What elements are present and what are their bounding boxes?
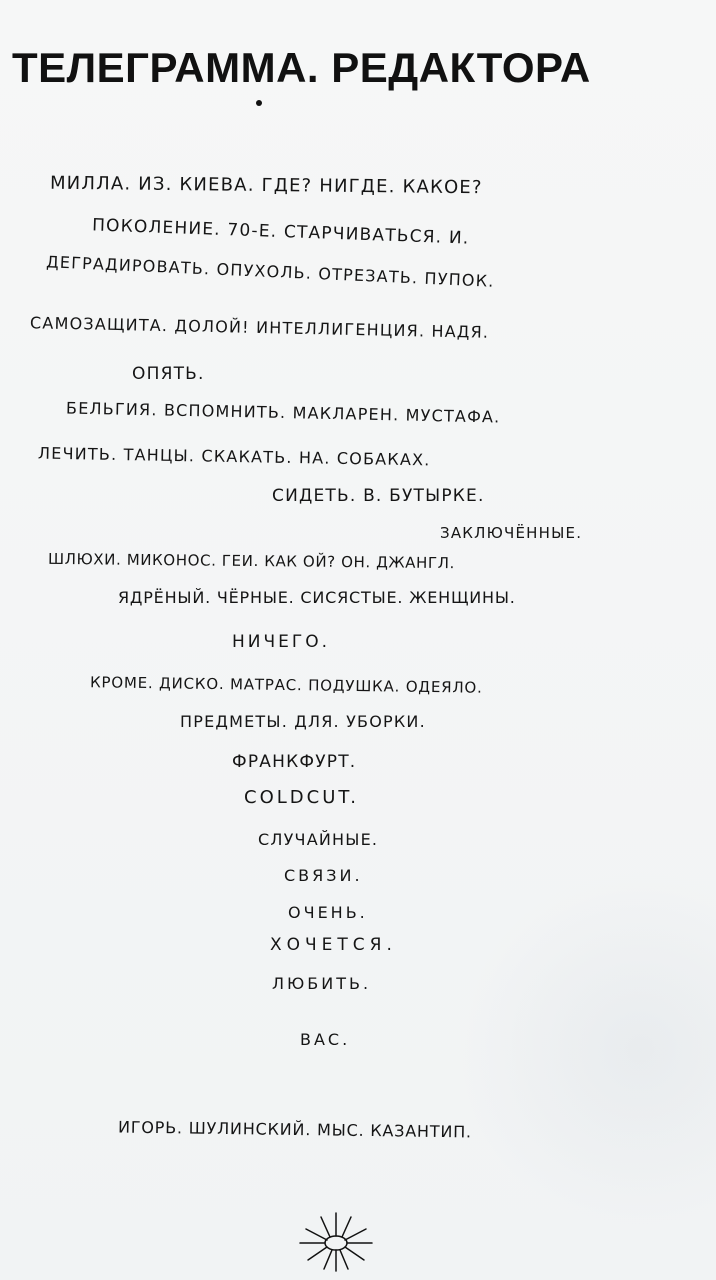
handwritten-line: СИДЕТЬ. В. БУТЫРКЕ.	[272, 486, 485, 506]
handwritten-line: КРОМЕ. ДИСКО. МАТРАС. ПОДУШКА. ОДЕЯЛО.	[89, 673, 483, 697]
handwritten-line: ВАС.	[300, 1030, 351, 1049]
handwritten-line: ОПЯТЬ.	[132, 364, 205, 384]
handwritten-line: ОЧЕНЬ.	[288, 903, 368, 922]
handwritten-line: ЛЕЧИТЬ. ТАНЦЫ. СКАКАТЬ. НА. СОБАКАХ.	[37, 443, 431, 470]
handwritten-line: ПОКОЛЕНИЕ. 70-Е. СТАРЧИВАТЬСЯ. И.	[91, 215, 470, 249]
title-dot	[256, 100, 262, 106]
handwritten-line: ДЕГРАДИРОВАТЬ. ОПУХОЛЬ. ОТРЕЗАТЬ. ПУПОК.	[45, 252, 495, 291]
handwritten-line: СВЯЗИ.	[284, 866, 363, 885]
handwritten-line: САМОЗАЩИТА. ДОЛОЙ! ИНТЕЛЛИГЕНЦИЯ. НАДЯ.	[29, 313, 490, 342]
handwritten-line: ИГОРЬ. ШУЛИНСКИЙ. МЫС. КАЗАНТИП.	[117, 1117, 473, 1142]
handwritten-line: ЗАКЛЮЧЁННЫЕ.	[440, 524, 583, 542]
handwritten-line: ЛЮБИТЬ.	[272, 974, 372, 993]
handwritten-line: ХОЧЕТСЯ.	[270, 935, 397, 955]
handwritten-line: ШЛЮХИ. МИКОНОС. ГЕИ. КАК ОЙ? ОН. ДЖАНГЛ.	[47, 549, 456, 573]
handwritten-line: СЛУЧАЙНЫЕ.	[258, 830, 379, 849]
handwritten-line: НИЧЕГО.	[232, 632, 331, 652]
handwritten-line: ФРАНКФУРТ.	[232, 752, 357, 772]
handwritten-line: БЕЛЬГИЯ. ВСПОМНИТЬ. МАКЛАРЕН. МУСТАФА.	[65, 398, 501, 427]
handwritten-line: ПРЕДМЕТЫ. ДЛЯ. УБОРКИ.	[180, 712, 426, 731]
page-title: ТЕЛЕГРАММА. РЕДАКТОРА	[12, 44, 591, 91]
handwritten-line: COLDCUT.	[244, 787, 359, 808]
handwritten-line: ЯДРЁНЫЙ. ЧЁРНЫЕ. СИСЯСТЫЕ. ЖЕНЩИНЫ.	[118, 588, 516, 607]
sun-doodle-icon	[296, 1205, 376, 1275]
handwritten-line: МИЛЛА. ИЗ. КИЕВА. ГДЕ? НИГДЕ. КАКОЕ?	[49, 172, 483, 199]
